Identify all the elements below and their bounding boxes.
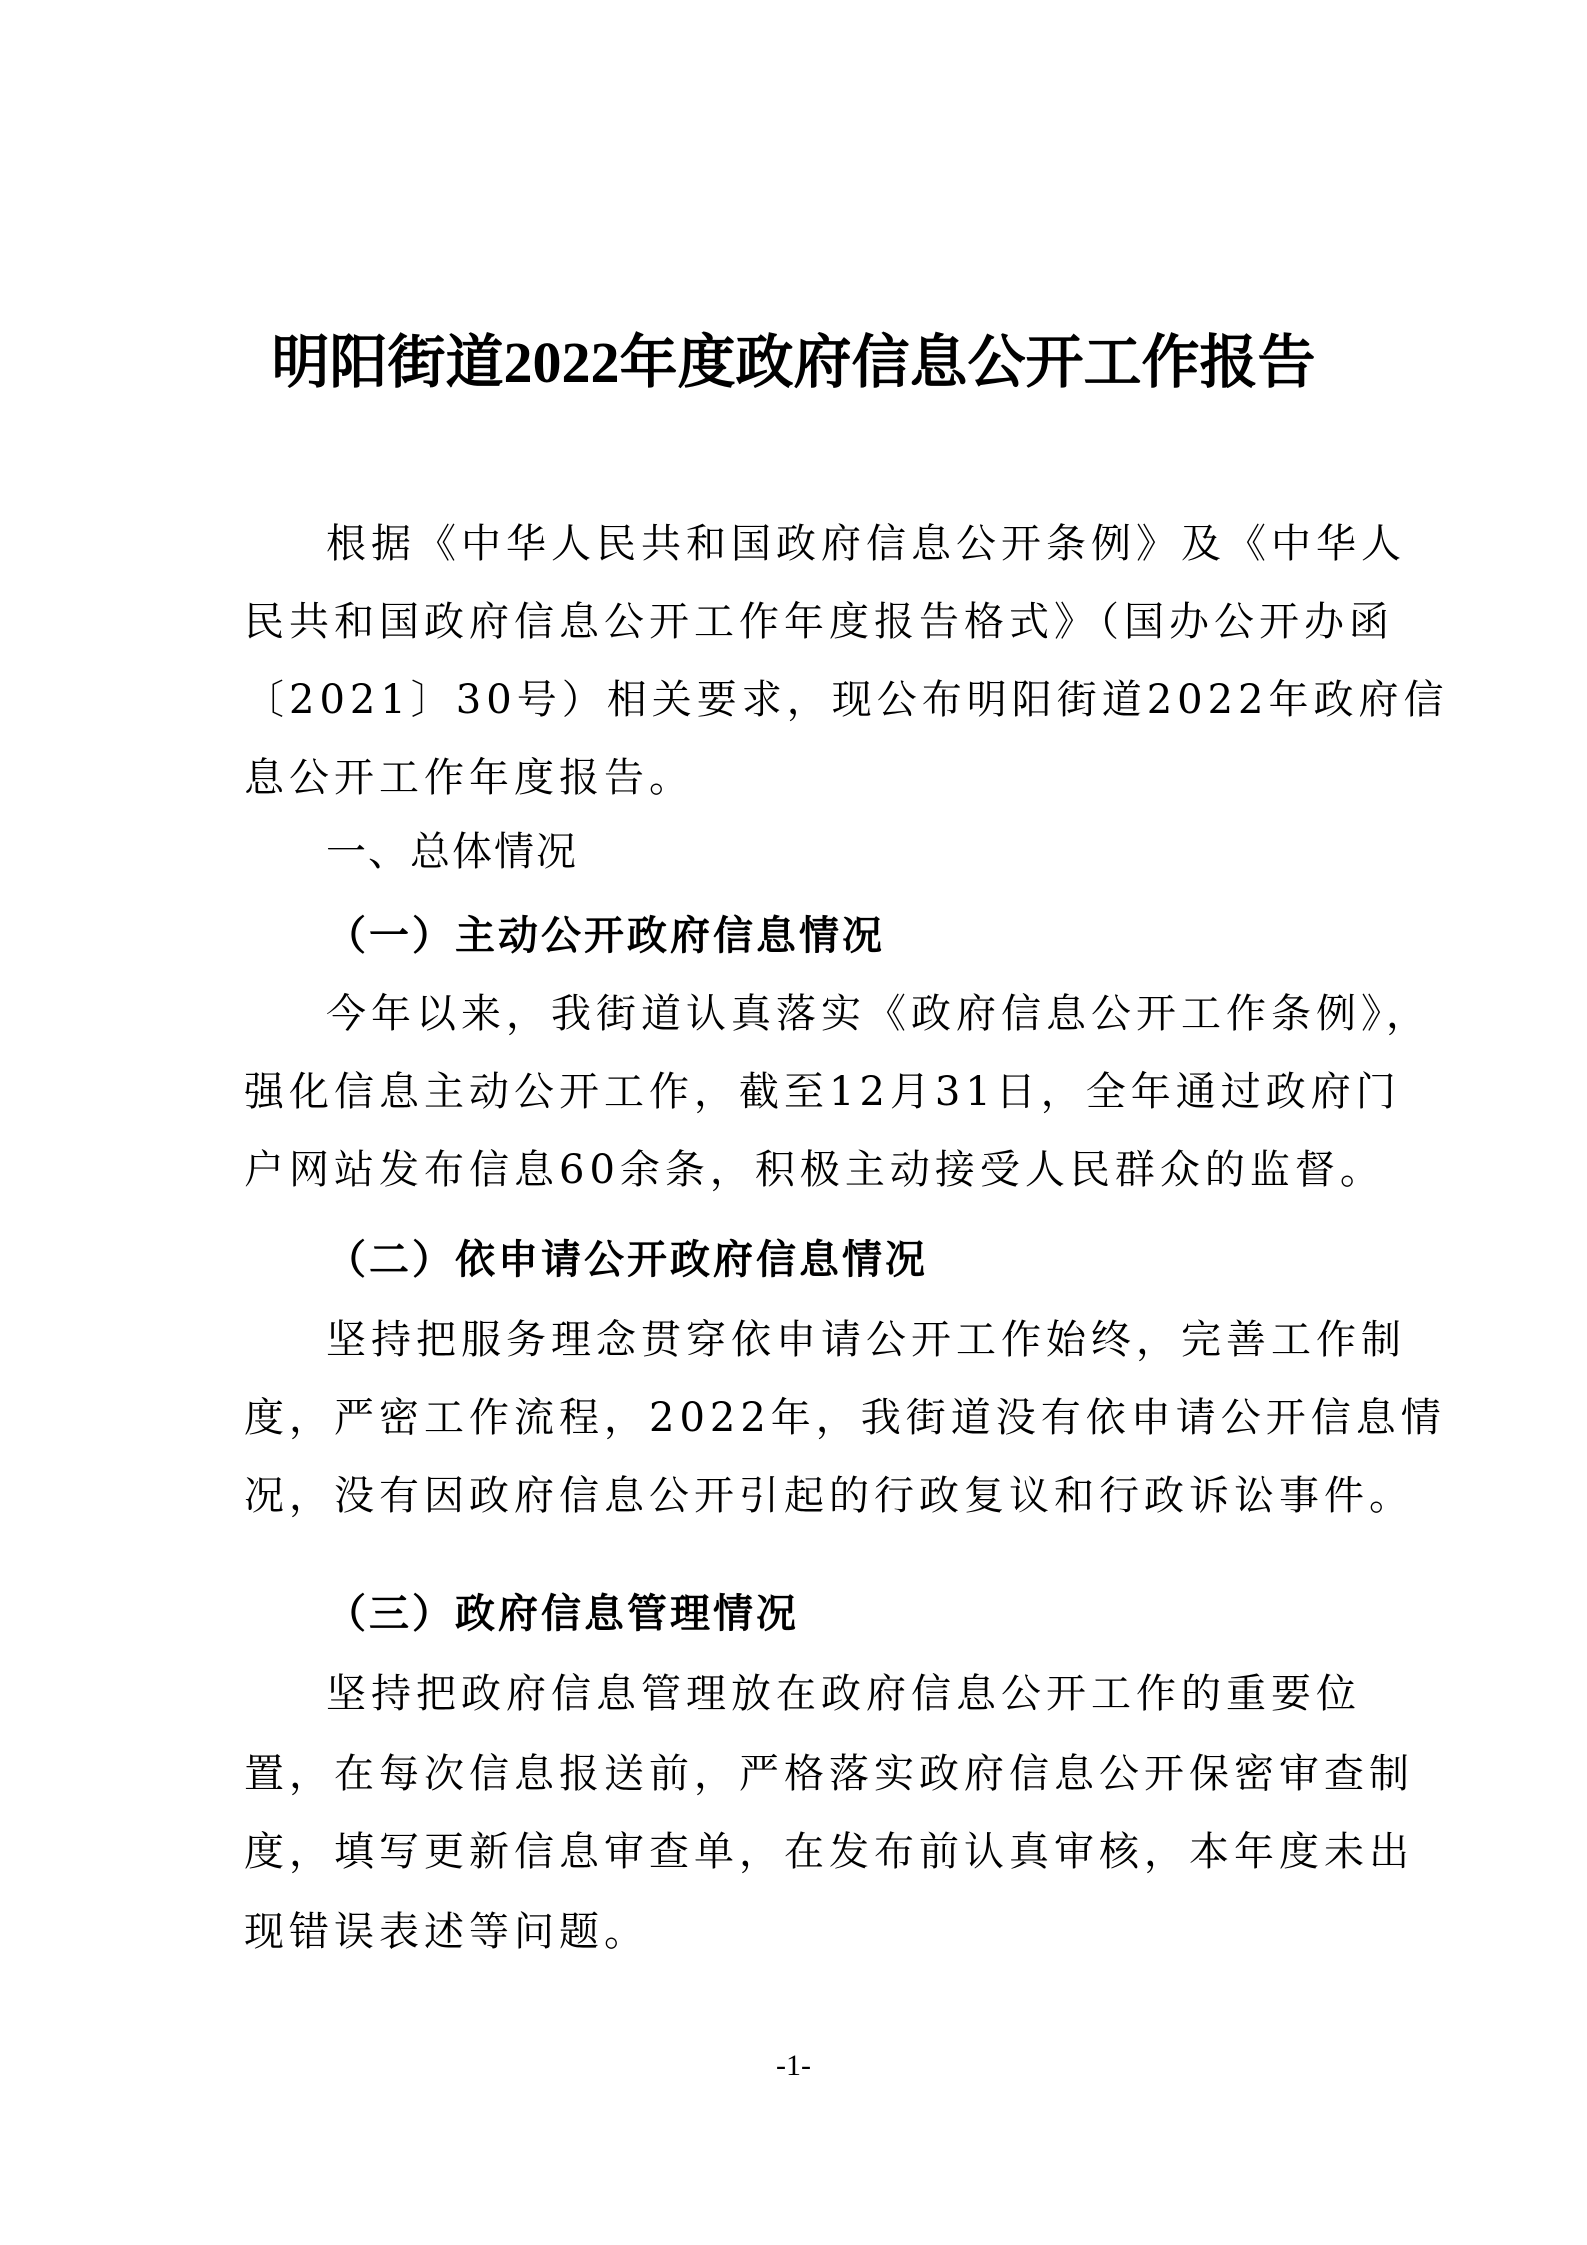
subsection-heading-request-disclosure: （二）依申请公开政府信息情况	[326, 1237, 928, 1283]
paragraph-line: 置，在每次信息报送前，严格落实政府信息公开保密审查制	[244, 1751, 1414, 1797]
paragraph-line: 户网站发布信息60余条，积极主动接受人民群众的监督。	[244, 1147, 1385, 1193]
paragraph-line: 民共和国政府信息公开工作年度报告格式》（国办公开办函	[244, 599, 1394, 645]
paragraph-line: 度，严密工作流程，2022年，我街道没有依申请公开信息情	[244, 1395, 1446, 1441]
subsection-heading-info-management: （三）政府信息管理情况	[326, 1591, 799, 1637]
paragraph-line: 〔2021〕30号）相关要求，现公布明阳街道2022年政府信	[244, 677, 1449, 723]
page-number: -1-	[776, 2049, 811, 2082]
paragraph-line: 强化信息主动公开工作，截至12月31日，全年通过政府门	[244, 1069, 1401, 1115]
paragraph-line: 度，填写更新信息审查单，在发布前认真审核，本年度未出	[244, 1829, 1414, 1875]
paragraph-line: 今年以来，我街道认真落实《政府信息公开工作条例》，	[326, 991, 1431, 1037]
paragraph-line: 坚持把政府信息管理放在政府信息公开工作的重要位	[326, 1671, 1361, 1717]
paragraph-line: 息公开工作年度报告。	[244, 755, 694, 801]
subsection-heading-proactive-disclosure: （一）主动公开政府信息情况	[326, 913, 885, 959]
paragraph-line: 现错误表述等问题。	[244, 1909, 649, 1955]
document-title: 明阳街道2022年度政府信息公开工作报告	[271, 330, 1316, 395]
paragraph-line: 况，没有因政府信息公开引起的行政复议和行政诉讼事件。	[244, 1473, 1414, 1519]
paragraph-line: 坚持把服务理念贯穿依申请公开工作始终，完善工作制	[326, 1317, 1406, 1363]
paragraph-line: 根据《中华人民共和国政府信息公开条例》及《中华人	[326, 521, 1406, 567]
section-heading-overview: 一、总体情况	[326, 829, 578, 875]
